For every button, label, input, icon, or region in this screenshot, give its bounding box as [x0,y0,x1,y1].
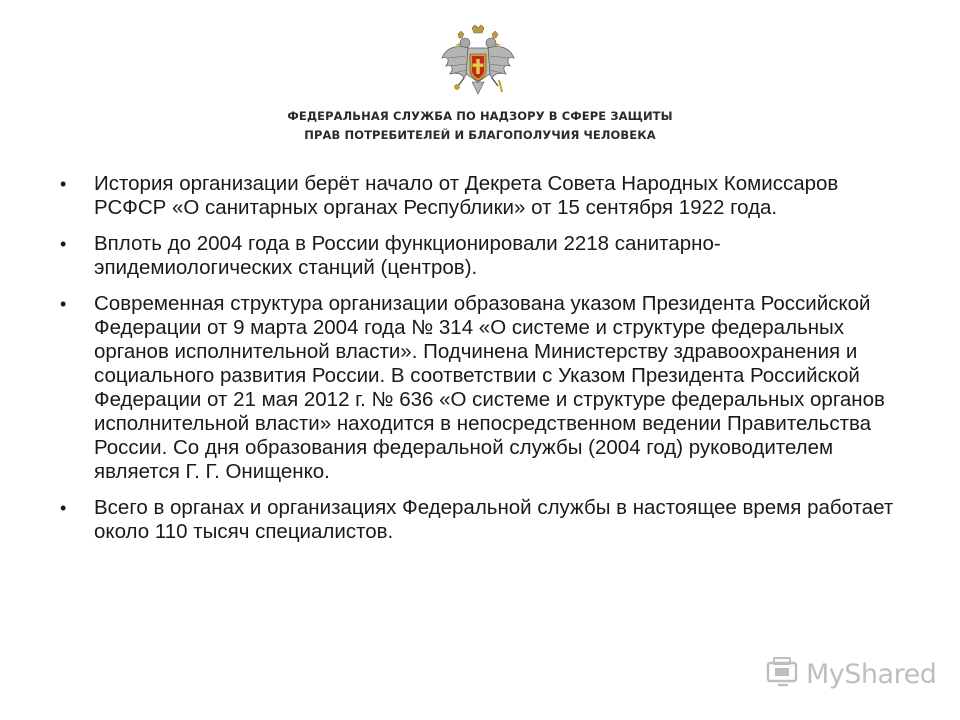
myshared-logo-icon [766,655,800,694]
bullet-item [60,172,910,220]
myshared-watermark-text: MyShared [806,658,937,690]
bullet-text: История организации берёт начало от Декрета Совета Народных Комиссаров РСФСР «О санитарных органах Республики» от 15 сентября 1922 года. [94,172,839,219]
bullet-text: Вплоть до 2004 года в России функционировали 2218 санитарно-эпидемиологических станций (центров). [94,232,721,279]
bullet-item [60,496,910,544]
bullet-marker: • [60,498,67,518]
rospotrebnadzor-emblem-icon [438,24,520,106]
bullet-marker: • [60,234,67,254]
bullet-marker: • [60,294,67,314]
agency-title [270,107,690,145]
agency-title-line-1: ФЕДЕРАЛЬНАЯ СЛУЖБА ПО НАДЗОРУ В СФЕРЕ ЗАЩИТЫ [287,109,673,123]
agency-title-line-2: ПРАВ ПОТРЕБИТЕЛЕЙ И БЛАГОПОЛУЧИЯ ЧЕЛОВЕКА [304,128,656,142]
bullet-marker: • [60,174,67,194]
bullet-list [60,172,910,556]
myshared-watermark[interactable] [766,654,936,694]
bullet-item [60,292,910,484]
bullet-item [60,232,910,280]
bullet-text: Всего в органах и организациях Федеральной службы в настоящее время работает около 110 тысяч специалистов. [94,496,894,543]
bullet-text: Современная структура организации образована указом Президента Российской Федерации от 9 марта 2004 года № 314 «О системе и структуре федеральных органов исполнительной власти». Подчинена Министерству здравоохранения и социального развития России. В соответствии с Указом Президента Российской Федерации от 21 мая 2012 г. № 636 «О системе и структуре федеральных органов исполнительной власти» находится в непосредственном ведении Правительства России. Со дня образования федеральной службы (2004 год) руководителем является Г. Г. Онищенко. [94,292,885,483]
